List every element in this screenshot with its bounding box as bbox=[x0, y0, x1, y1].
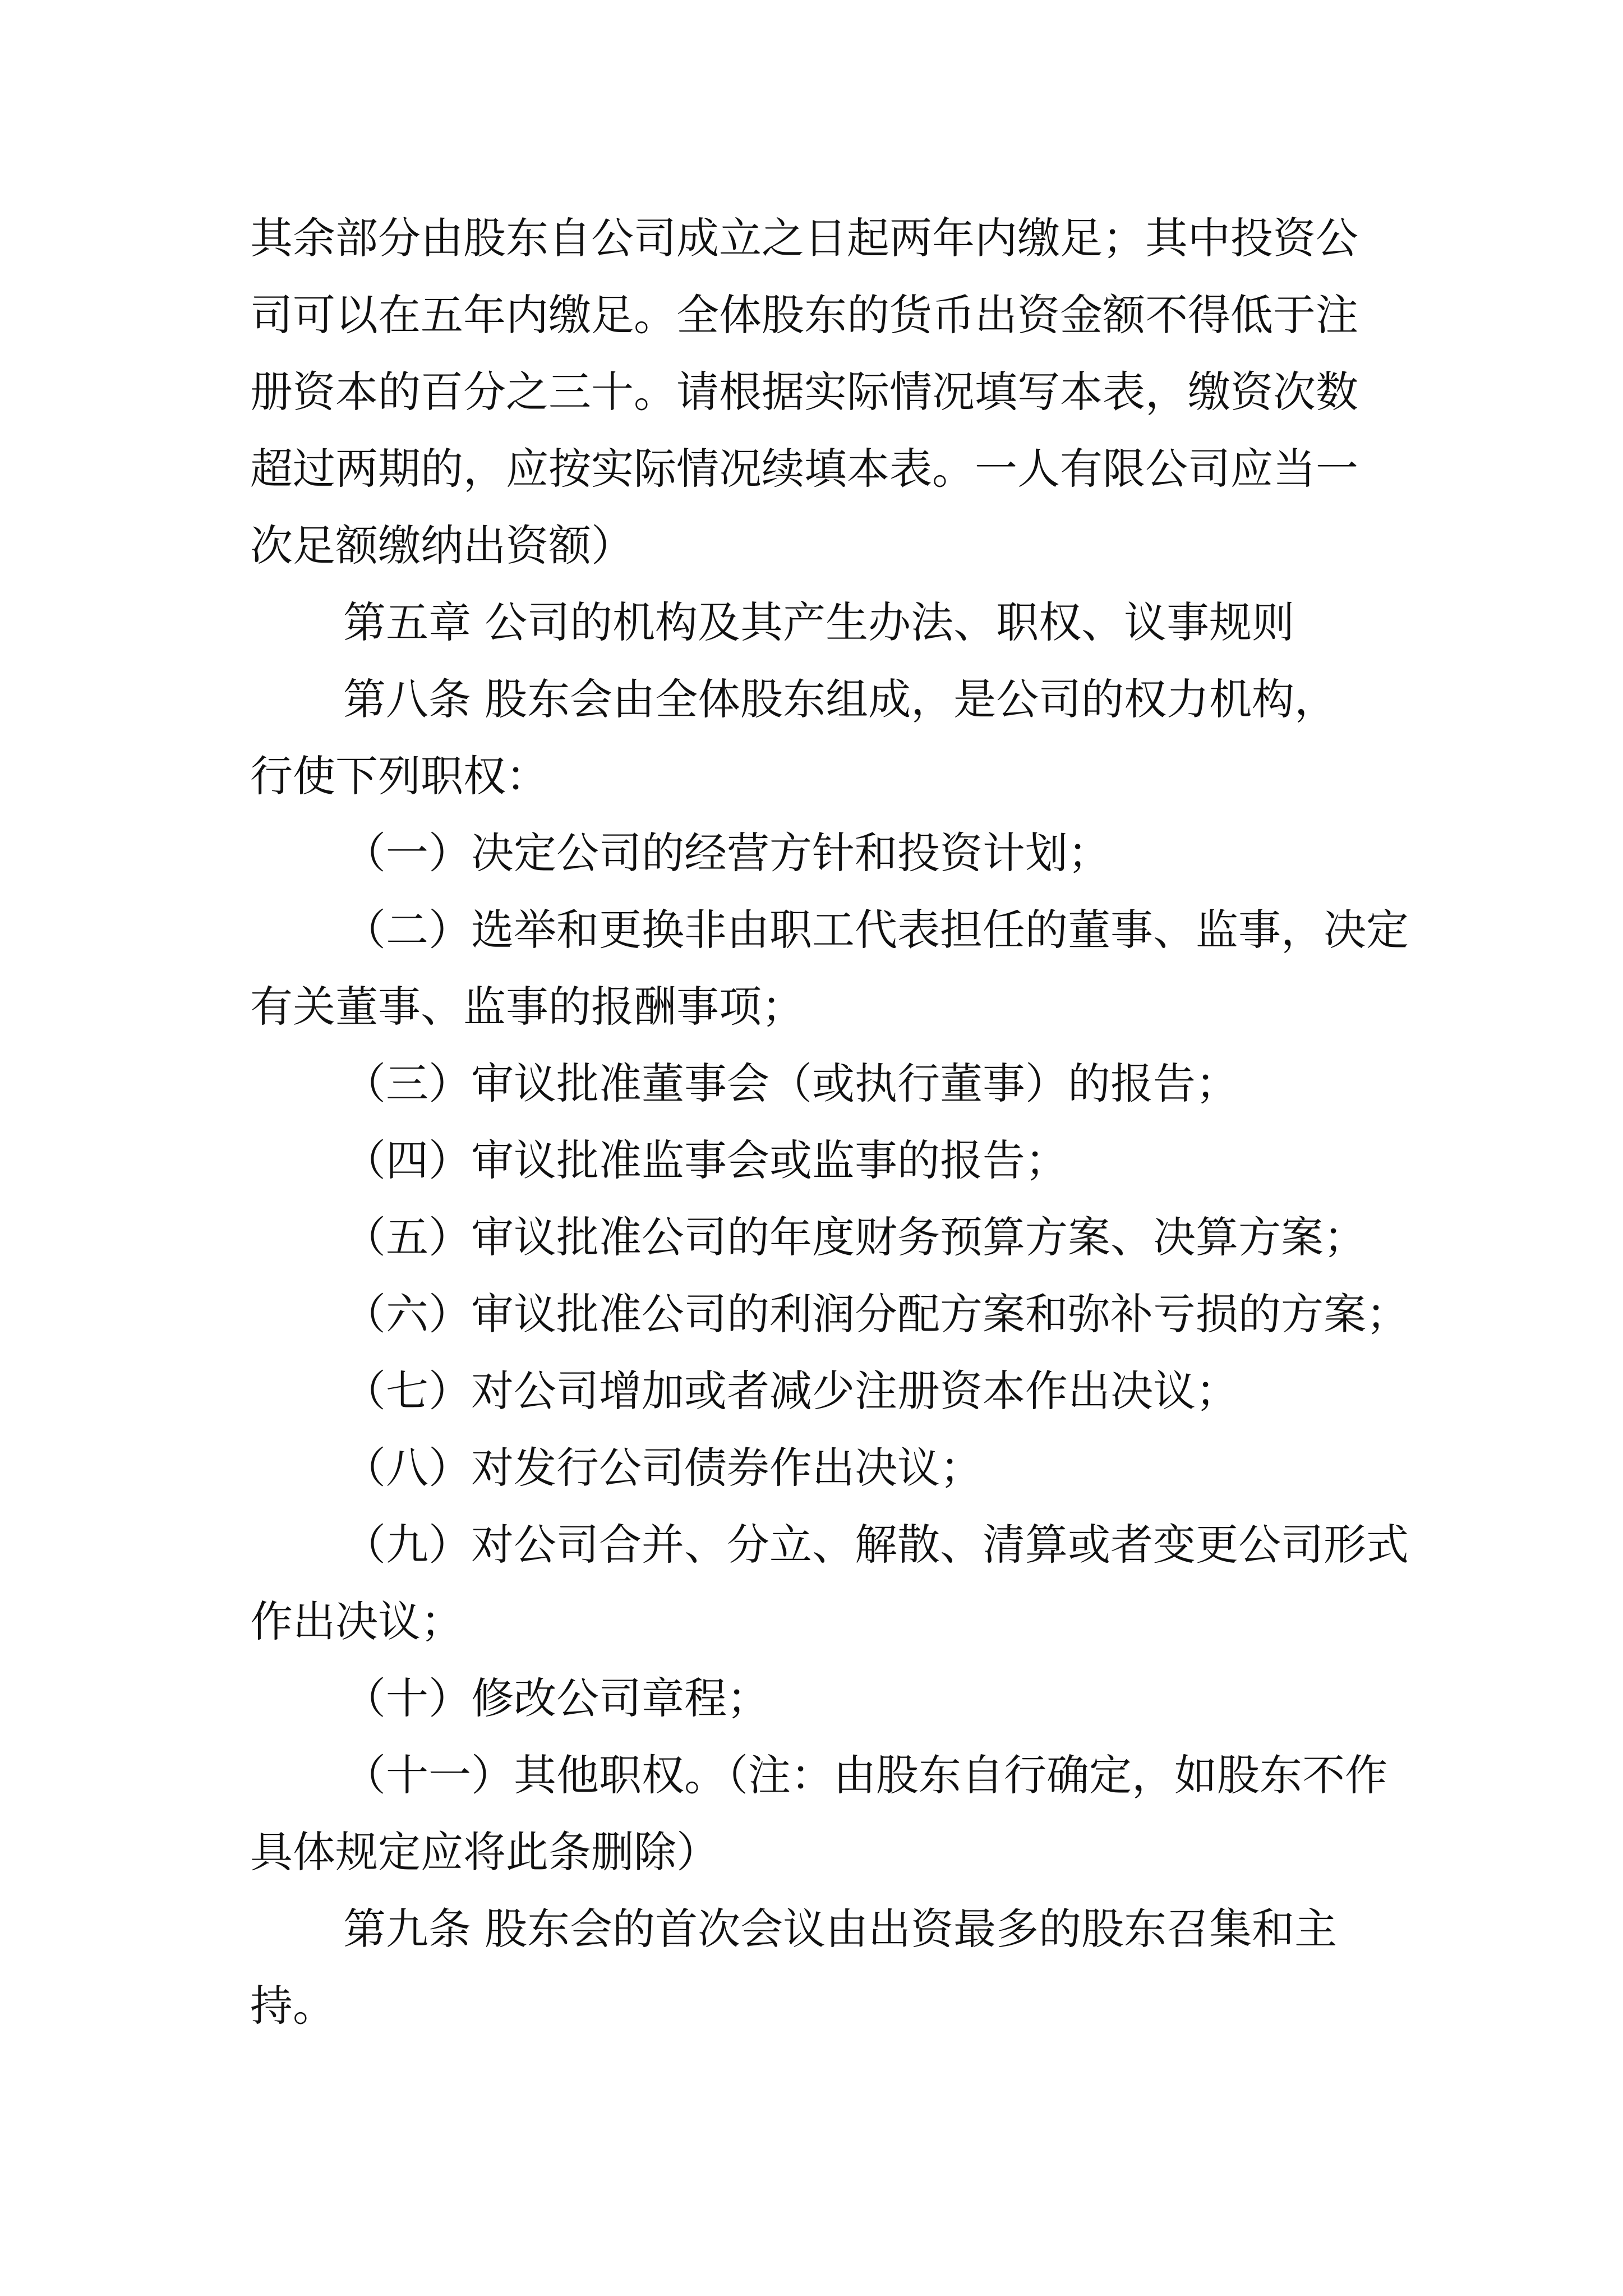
list-item: （三）审议批准董事会（或执行董事）的报告； bbox=[343, 1059, 1238, 1108]
chapter-heading: 第五章 公司的机构及其产生办法、职权、议事规则 bbox=[343, 597, 1295, 647]
list-item: （十一）其他职权。（注：由股东自行确定，如股东不作 bbox=[343, 1750, 1387, 1800]
article-line: 第九条 股东会的首次会议由出资最多的股东召集和主 bbox=[343, 1904, 1338, 1954]
list-item: （四）审议批准监事会或监事的报告； bbox=[343, 1135, 1068, 1185]
list-item: （九）对公司合并、分立、解散、清算或者变更公司形式 bbox=[343, 1520, 1409, 1570]
list-item: （七）对公司增加或者减少注册资本作出决议； bbox=[343, 1366, 1238, 1416]
paragraph-line: 作出决议； bbox=[250, 1596, 463, 1646]
paragraph-line: 具体规定应将此条删除） bbox=[250, 1827, 719, 1877]
paragraph-line: 司可以在五年内缴足。全体股东的货币出资金额不得低于注 bbox=[250, 290, 1358, 340]
paragraph-line: 持。 bbox=[250, 1981, 335, 2031]
paragraph-line: 册资本的百分之三十。请根据实际情况填写本表，缴资次数 bbox=[250, 367, 1358, 417]
list-item: （十）修改公司章程； bbox=[343, 1673, 769, 1723]
list-item: （八）对发行公司债券作出决议； bbox=[343, 1443, 983, 1493]
paragraph-line: 其余部分由股东自公司成立之日起两年内缴足；其中投资公 bbox=[250, 213, 1358, 263]
list-item: （六）审议批准公司的利润分配方案和弥补亏损的方案； bbox=[343, 1289, 1409, 1339]
paragraph-line: 行使下列职权： bbox=[250, 751, 548, 801]
list-item: （五）审议批准公司的年度财务预算方案、决算方案； bbox=[343, 1212, 1366, 1262]
article-line: 第八条 股东会由全体股东组成，是公司的权力机构， bbox=[343, 674, 1338, 724]
paragraph-line: 超过两期的，应按实际情况续填本表。一人有限公司应当一 bbox=[250, 444, 1358, 494]
list-item: （一）决定公司的经营方针和投资计划； bbox=[343, 828, 1110, 878]
paragraph-line: 有关董事、监事的报酬事项； bbox=[250, 982, 804, 1032]
paragraph-line: 次足额缴纳出资额） bbox=[250, 521, 634, 570]
list-item: （二）选举和更换非由职工代表担任的董事、监事，决定 bbox=[343, 905, 1409, 955]
